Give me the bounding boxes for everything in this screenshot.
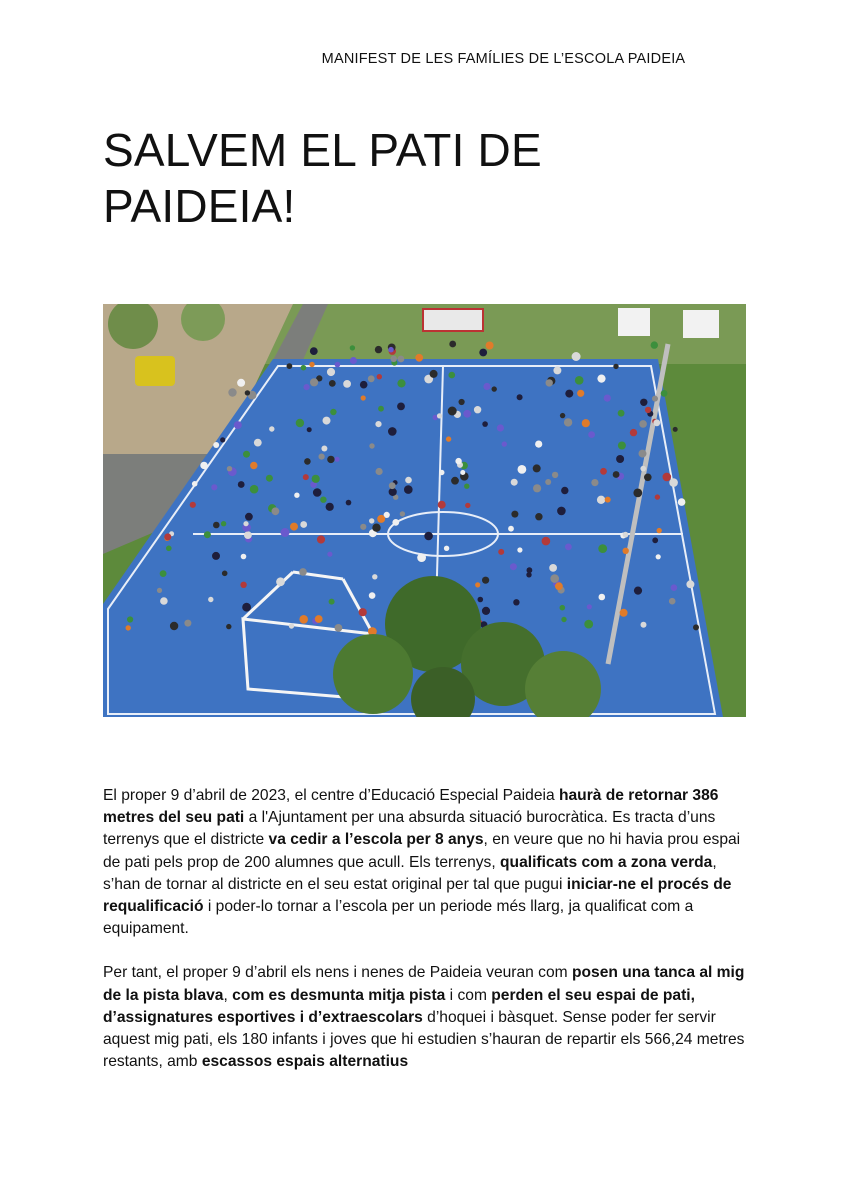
p1-text-2: a l'Ajuntament per una absurda situació burocràtica. Es tracta d’uns terrenys que el districte xyxy=(103,809,716,849)
p2-text-1: Per tant, el proper 9 d’abril els nens i nenes de Paideia veuran com xyxy=(103,964,572,982)
p2-bold-4: escassos espais alternatius xyxy=(201,1053,409,1071)
p1-bold-2: va cedir a l’escola per 8 anys xyxy=(268,831,484,849)
p1-bold-4: iniciar-ne el procés de requalificació xyxy=(103,875,732,916)
basketball-hoop xyxy=(423,309,483,331)
school-playground-photo xyxy=(103,304,746,717)
p1-bold-1: haurà de retornar 386 metres del seu pati xyxy=(103,787,719,827)
p1-text-5: i poder-lo tornar a l’escola per un periode més llarg, ja qualificat com a equipament. xyxy=(103,898,694,938)
p1-bold-3: qualificats com a zona verda xyxy=(500,853,713,871)
p2-text-4: d’hoquei i bàsquet. Sense poder fer servir aquest mig pati, els 180 infants i joves que hi estudien s’hauran de repartir els 566,24 metres restants, amb xyxy=(103,1008,745,1071)
paragraph-1 xyxy=(103,785,748,940)
page-title xyxy=(103,122,663,234)
p1-text-3: , en veure que no hi havia prou espai de pati pels prop de 200 alumnes que acull. Els terrenys, xyxy=(103,831,741,871)
p2-text-3: i com xyxy=(445,986,492,1004)
yellow-vehicle xyxy=(135,356,175,386)
p2-bold-3: perden el seu espai de pati, d’assignatures esportives i d’extraescolars xyxy=(103,986,695,1026)
p1-text-4: , s’han de tornar al districte en el seu estat original per tal que pugui xyxy=(103,853,717,893)
title-line-1: SALVEM EL PATI DE xyxy=(103,124,542,176)
title-line-2: PAIDEIA! xyxy=(103,180,296,232)
p2-text-2: , xyxy=(223,986,233,1004)
p2-bold-2: com es desmunta mitja pista xyxy=(232,986,446,1004)
p2-bold-1: posen una tanca al mig de la pista blava xyxy=(103,964,745,1004)
tent-right xyxy=(683,310,719,338)
paragraph-2 xyxy=(103,962,748,1073)
document-header: MANIFEST DE LES FAMÍLIES DE L’ESCOLA PAIDEIA xyxy=(321,51,686,67)
body-text xyxy=(103,785,748,1095)
tent-left xyxy=(618,308,650,336)
p1-text-1: El proper 9 d’abril de 2023, el centre d’Educació Especial Paideia xyxy=(103,787,559,804)
